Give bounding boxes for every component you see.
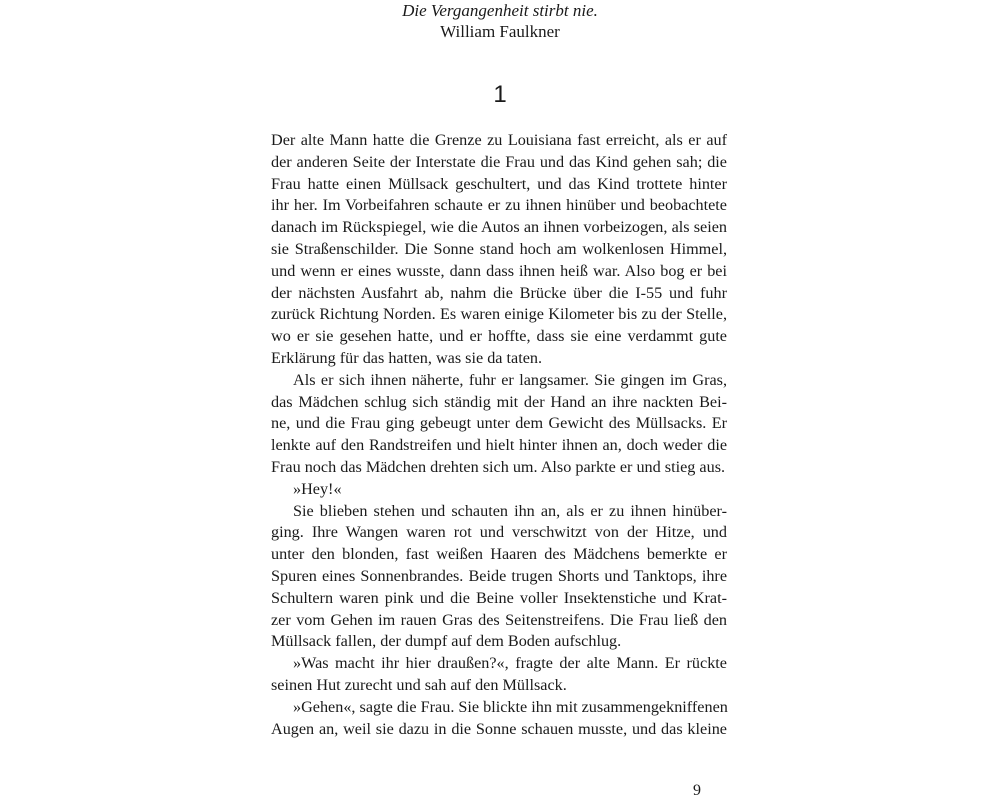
page-number: 9 bbox=[693, 782, 701, 799]
chapter-body-text bbox=[271, 130, 727, 740]
text-line: seinen Hut zurecht und sah auf den Müllsack. bbox=[271, 675, 567, 694]
text-line: Schultern waren pink und die Beine voller Insektenstiche und Krat- bbox=[271, 588, 727, 607]
text-line: lenkte auf den Randstreifen und hielt hinter ihnen an, doch weder die bbox=[271, 436, 727, 455]
text-line: und wenn er eines wusste, dann dass ihnen heiß war. Also bog er bei bbox=[271, 261, 727, 280]
text-line: Als er sich ihnen näherte, fuhr er langsamer. Sie gingen im Gras, bbox=[293, 370, 727, 389]
text-line: zurück Richtung Norden. Es waren einige Kilometer bis zu der Stelle, bbox=[271, 305, 727, 324]
text-line: wo er sie gesehen hatte, und er hoffte, dass sie eine verdammt gute bbox=[271, 327, 727, 346]
text-line: ihr her. Im Vorbeifahren schaute er zu ihnen hinüber und beobachtete bbox=[271, 196, 727, 215]
epigraph-quote: Die Vergangenheit stirbt nie. bbox=[402, 1, 598, 20]
text-line: der anderen Seite der Interstate die Frau und das Kind gehen sah; die bbox=[271, 152, 727, 171]
text-line: ging. Ihre Wangen waren rot und verschwitzt von der Hitze, und bbox=[271, 523, 727, 542]
text-line: unter den blonden, fast weißen Haaren des Mädchens bemerkte er bbox=[271, 545, 727, 564]
text-line: Frau hatte einen Müllsack geschultert, und das Kind trottete hinter bbox=[271, 174, 727, 193]
text-line: »Hey!« bbox=[293, 479, 342, 498]
chapter-number: 1 bbox=[493, 81, 507, 108]
text-line: der nächsten Ausfahrt ab, nahm die Brücke über die I-55 und fuhr bbox=[271, 283, 727, 302]
text-line: ne, und die Frau ging gebeugt unter dem Gewicht des Müllsacks. Er bbox=[271, 414, 727, 433]
text-line: »Was macht ihr hier draußen?«, fragte der alte Mann. Er rückte bbox=[293, 654, 727, 673]
text-line: Frau noch das Mädchen drehten sich um. Also parkte er und stieg aus. bbox=[271, 457, 726, 476]
text-line: Müllsack fallen, der dumpf auf dem Boden aufschlug. bbox=[271, 632, 622, 651]
text-line: sie Straßenschilder. Die Sonne stand hoch am wolkenlosen Himmel, bbox=[271, 239, 727, 258]
text-line: Spuren eines Sonnenbrandes. Beide trugen Shorts und Tanktops, ihre bbox=[271, 566, 727, 585]
text-line: Der alte Mann hatte die Grenze zu Louisiana fast erreicht, als er auf bbox=[271, 131, 727, 149]
text-line: Sie blieben stehen und schauten ihn an, als er zu ihnen hinüber- bbox=[293, 501, 727, 520]
text-line: Augen an, weil sie dazu in die Sonne schauen musste, und das kleine bbox=[271, 719, 727, 738]
text-line: »Gehen«, sagte die Frau. Sie blickte ihn mit zusammengekniffenen bbox=[293, 697, 728, 716]
text-line: das Mädchen schlug sich ständig mit der Hand an ihre nackten Bei- bbox=[271, 392, 727, 411]
text-line: danach im Rückspiegel, wie die Autos an ihnen vorbeizogen, als seien bbox=[271, 218, 727, 237]
epigraph-author: William Faulkner bbox=[440, 22, 560, 41]
text-line: Erklärung für das hatten, was sie da taten. bbox=[271, 348, 543, 367]
text-line: zer vom Gehen im rauen Gras des Seitenstreifens. Die Frau ließ den bbox=[271, 610, 727, 629]
